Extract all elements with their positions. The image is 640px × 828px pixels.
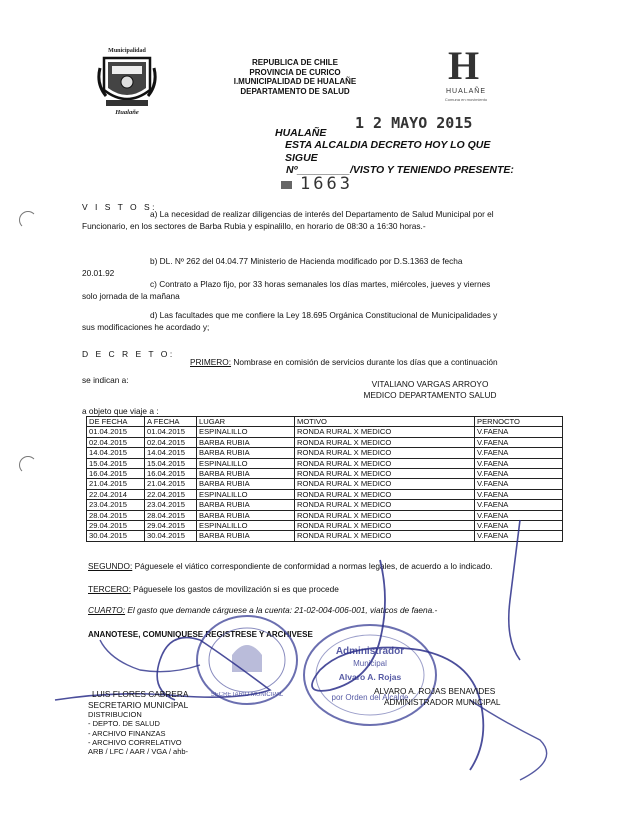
place-cell: ESPINALILLO [197, 427, 295, 437]
to-date-cell: 29.04.2015 [145, 521, 197, 531]
table-row [87, 521, 563, 531]
from-date-cell: 14.04.2015 [87, 448, 145, 458]
from-date-cell: 22.04.2014 [87, 489, 145, 499]
primero-text: Nombrase en comisión de servicios durante los días que a continuación [231, 357, 498, 367]
person-role: MEDICO DEPARTAMENTO SALUD [363, 390, 497, 400]
from-date-cell: 02.04.2015 [87, 437, 145, 447]
reason-cell: RONDA RURAL X MEDICO [295, 479, 475, 489]
reason-cell: RONDA RURAL X MEDICO [295, 469, 475, 479]
secretary-role: SECRETARIO MUNICIPAL [88, 700, 189, 710]
reason-cell: RONDA RURAL X MEDICO [295, 427, 475, 437]
seal-text: SECRETARIO MUNICIPAL [210, 692, 284, 698]
person-name: VITALIANO VARGAS ARROYO [371, 379, 489, 389]
from-date-cell: 28.04.2015 [87, 510, 145, 520]
table-row [87, 448, 563, 458]
brand-name: HUALAÑE [445, 88, 487, 95]
tercero-label: TERCERO: [88, 584, 131, 594]
from-date-cell: 15.04.2015 [87, 458, 145, 468]
institution-header [200, 58, 390, 96]
cuarto-clause [88, 605, 437, 616]
stamp-right-bottom: por Orden del Alcalde [331, 693, 409, 702]
place-name: HUALAÑE [275, 127, 327, 139]
primero-label: PRIMERO: [190, 357, 232, 367]
stamp-right-mid: Municipal [353, 659, 387, 668]
hualane-brand-logo [440, 43, 500, 108]
decreto-heading: D E C R E T O: [82, 349, 175, 359]
vistos-b-line-1: b) DL. Nº 262 del 04.04.77 Ministerio de Hacienda modificado por D.S.1363 de fecha [150, 256, 463, 266]
column-header: DE FECHA [87, 417, 145, 427]
vistos-b-line-2: 20.01.92 [82, 268, 115, 278]
header-line-3: I.MUNICIPALIDAD DE HUALAÑE [233, 77, 357, 86]
to-date-cell: 15.04.2015 [145, 458, 197, 468]
to-date-cell: 01.04.2015 [145, 427, 197, 437]
primero-clause [190, 357, 498, 368]
decree-number: 1663 [300, 174, 353, 194]
table-row [87, 510, 563, 520]
place-cell: BARBA RUBIA [197, 469, 295, 479]
to-date-cell: 21.04.2015 [145, 479, 197, 489]
table-row [87, 427, 563, 437]
place-cell: BARBA RUBIA [197, 479, 295, 489]
distribution-item: - DEPTO. DE SALUD [88, 719, 160, 729]
distribution-heading: DISTRIBUCION [88, 710, 142, 719]
trips-table-wrapper [86, 416, 563, 542]
administrator-seal-stamp [300, 620, 440, 735]
primero-text-line-2: se indican a: [82, 375, 129, 385]
lodging-cell: V.FAENA [475, 510, 563, 520]
distribution-item: - ARCHIVO FINANZAS [88, 728, 166, 738]
to-date-cell: 28.04.2015 [145, 510, 197, 520]
distribution-initials: ARB / LFC / AAR / VGA / ahb- [88, 747, 189, 757]
distribution-item: - ARCHIVO CORRELATIVO [88, 737, 182, 747]
secretary-seal-stamp [192, 610, 302, 715]
from-date-cell: 01.04.2015 [87, 427, 145, 437]
header-line-1: REPUBLICA DE CHILE [252, 58, 338, 67]
from-date-cell: 30.04.2015 [87, 531, 145, 541]
column-header: MOTIVO [295, 417, 475, 427]
to-date-cell: 16.04.2015 [145, 469, 197, 479]
lodging-cell: V.FAENA [475, 531, 563, 541]
place-cell: ESPINALILLO [197, 521, 295, 531]
vistos-c-line-1: c) Contrato a Plazo fijo, por 33 horas semanales los días martes, miércoles, jueves y viernes [150, 279, 491, 289]
administrator-role: ADMINISTRADOR MUNICIPAL [384, 697, 501, 707]
place-cell: ESPINALILLO [197, 489, 295, 499]
vistos-a-line-2: Funcionario, en los sectores de Barba Rubia y espinalillo, en horario de 08:30 a 16:30 horas.- [82, 221, 426, 231]
to-date-cell: 23.04.2015 [145, 500, 197, 510]
reason-cell: RONDA RURAL X MEDICO [295, 531, 475, 541]
vistos-d-line-2: sus modificaciones he acordado y; [82, 322, 210, 332]
cuarto-label: CUARTO: [88, 605, 126, 615]
table-row [87, 437, 563, 447]
column-header: A FECHA [145, 417, 197, 427]
tercero-clause [88, 584, 339, 595]
from-date-cell: 21.04.2015 [87, 479, 145, 489]
administrator-name: ALVARO A. ROJAS BENAVIDES [374, 686, 496, 696]
cuarto-text: El gasto que demande cárguese a la cuenta: 21-02-004-006-001, viaticos de faena.- [125, 605, 438, 615]
stamp-mark-icon [280, 178, 294, 190]
lodging-cell: V.FAENA [475, 458, 563, 468]
lodging-cell: V.FAENA [475, 521, 563, 531]
table-row [87, 489, 563, 499]
vistos-a-line-1: a) La necesidad de realizar diligencias de interés del Departamento de Salud Municipal por el [150, 209, 494, 219]
reason-cell: RONDA RURAL X MEDICO [295, 500, 475, 510]
date-stamp: 1 2 MAYO 2015 [355, 114, 473, 132]
punch-hole-mark-icon [18, 455, 38, 475]
secretary-name: LUIS FLORES CABRERA [92, 689, 189, 699]
preamble-line-3: Nº_________/VISTO Y TENIENDO PRESENTE: [286, 164, 514, 176]
trips-table [86, 416, 563, 542]
place-cell: BARBA RUBIA [197, 510, 295, 520]
trip-intro: a objeto que viaje a : [82, 406, 159, 416]
place-cell: BARBA RUBIA [197, 500, 295, 510]
municipality-crest-logo [96, 44, 158, 114]
crest-top-text: Municipalidad [108, 48, 146, 54]
reason-cell: RONDA RURAL X MEDICO [295, 521, 475, 531]
crest-bottom-text: Hualañe [115, 109, 139, 116]
reason-cell: RONDA RURAL X MEDICO [295, 510, 475, 520]
lodging-cell: V.FAENA [475, 469, 563, 479]
brand-tagline: Comuna en movimiento [444, 97, 488, 102]
tercero-text: Páguesele los gastos de movilización si es que procede [130, 584, 339, 594]
h-logo-icon: H [448, 43, 480, 88]
closing-formula: ANANOTESE, COMUNIQUESE REGISTRESE Y ARCHIVESE [88, 630, 313, 639]
vistos-d-line-1: d) Las facultades que me confiere la Ley 18.695 Orgánica Constitucional de Municipalidades y [150, 310, 498, 320]
segundo-clause [88, 561, 492, 572]
reason-cell: RONDA RURAL X MEDICO [295, 437, 475, 447]
table-row [87, 531, 563, 541]
from-date-cell: 29.04.2015 [87, 521, 145, 531]
distribution-block [88, 710, 188, 756]
to-date-cell: 14.04.2015 [145, 448, 197, 458]
from-date-cell: 16.04.2015 [87, 469, 145, 479]
header-line-4: DEPARTAMENTO DE SALUD [240, 86, 350, 96]
place-cell: BARBA RUBIA [197, 531, 295, 541]
column-header: LUGAR [197, 417, 295, 427]
lodging-cell: V.FAENA [475, 427, 563, 437]
to-date-cell: 30.04.2015 [145, 531, 197, 541]
stamp-right-name: Alvaro A. Rojas [338, 672, 402, 682]
place-cell: ESPINALILLO [197, 458, 295, 468]
preamble-line-2: SIGUE [285, 152, 318, 164]
table-row [87, 500, 563, 510]
lodging-cell: V.FAENA [475, 500, 563, 510]
preamble-line-1: ESTA ALCALDIA DECRETO HOY LO QUE [285, 139, 491, 151]
segundo-label: SEGUNDO: [88, 561, 133, 571]
table-row [87, 469, 563, 479]
stamp-right-top: Administrador [335, 646, 405, 657]
reason-cell: RONDA RURAL X MEDICO [295, 458, 475, 468]
reason-cell: RONDA RURAL X MEDICO [295, 489, 475, 499]
table-header-row [87, 417, 563, 427]
header-line-2: PROVINCIA DE CURICO [249, 67, 341, 77]
vistos-heading: V I S T O S: [82, 202, 158, 212]
lodging-cell: V.FAENA [475, 489, 563, 499]
place-cell: BARBA RUBIA [197, 437, 295, 447]
table-row [87, 458, 563, 468]
to-date-cell: 22.04.2015 [145, 489, 197, 499]
segundo-text: Páguesele el viático correspondiente de conformidad a normas legales, de acuerdo a lo indicado. [132, 561, 493, 571]
lodging-cell: V.FAENA [475, 479, 563, 489]
reason-cell: RONDA RURAL X MEDICO [295, 448, 475, 458]
lodging-cell: V.FAENA [475, 448, 563, 458]
to-date-cell: 02.04.2015 [145, 437, 197, 447]
table-row [87, 479, 563, 489]
from-date-cell: 23.04.2015 [87, 500, 145, 510]
lodging-cell: V.FAENA [475, 437, 563, 447]
punch-hole-mark-icon [18, 210, 38, 230]
column-header: PERNOCTO [475, 417, 563, 427]
vistos-c-line-2: solo jornada de la mañana [82, 291, 180, 301]
place-cell: BARBA RUBIA [197, 448, 295, 458]
